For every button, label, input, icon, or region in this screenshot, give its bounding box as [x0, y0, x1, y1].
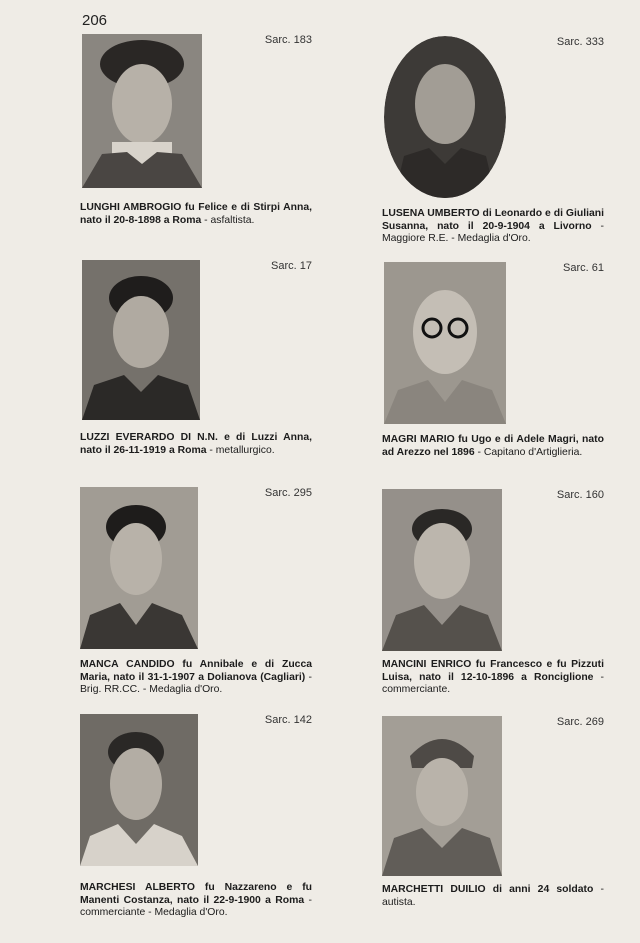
portrait-photo [82, 34, 202, 188]
portrait-caption [80, 882, 312, 920]
portrait-caption [382, 208, 604, 246]
portrait-caption [382, 659, 604, 697]
portrait-caption [80, 202, 312, 227]
portrait-entry [382, 489, 604, 709]
caption-name: MANCINI ENRICO fu Francesco e fu Pizzuti Luisa, nato il 12-10-1896 a Ronciglione [382, 659, 604, 683]
sarcophagus-number: Sarc. 17 [271, 260, 312, 272]
sarcophagus-number: Sarc. 61 [563, 262, 604, 274]
caption-name: MAGRI MARIO fu Ugo e di Adele Magri, nato ad Arezzo nel 1896 [382, 434, 604, 458]
caption-occupation: - commerciante - Medaglia d'Oro. [80, 894, 312, 919]
caption-name: LUZZI EVERARDO DI N.N. e di Luzzi Anna, nato il 26-11-1919 a Roma [80, 432, 312, 456]
portrait-photo [82, 260, 200, 420]
portrait-entry [80, 714, 312, 924]
caption-occupation: - Capitano d'Artiglieria. [474, 446, 583, 458]
caption-name: LUNGHI AMBROGIO fu Felice e di Stirpi Anna, nato il 20-8-1898 a Roma [80, 202, 312, 226]
caption-occupation: - metallurgico. [206, 444, 275, 456]
portrait-photo [384, 36, 506, 198]
portrait-entry [382, 36, 604, 246]
portrait-photo [80, 714, 198, 866]
sarcophagus-number: Sarc. 183 [264, 34, 312, 46]
sarcophagus-number: Sarc. 333 [556, 36, 604, 48]
caption-occupation: - commerciante. [382, 671, 604, 696]
sarcophagus-number: Sarc. 269 [556, 716, 604, 728]
portrait-entry [80, 487, 312, 707]
caption-occupation: - autista. [382, 884, 604, 908]
portrait-photo [80, 487, 198, 649]
caption-occupation: - Brig. RR.CC. - Medaglia d'Oro. [80, 671, 312, 696]
portrait-caption [80, 432, 312, 457]
sarcophagus-number: Sarc. 295 [264, 487, 312, 499]
caption-name: MARCHETTI DUILIO di anni 24 soldato [382, 884, 594, 895]
sarcophagus-number: Sarc. 160 [556, 489, 604, 501]
portrait-photo [384, 262, 506, 424]
portrait-caption [80, 659, 312, 697]
caption-name: MANCA CANDIDO fu Annibale e di Zucca Maria, nato il 31-1-1907 a Dolianova (Cagliari) [80, 659, 312, 683]
portrait-entry [80, 260, 312, 470]
caption-occupation: - asfaltista. [201, 214, 255, 226]
caption-name: LUSENA UMBERTO di Leonardo e di Giuliani Susanna, nato il 20-9-1904 a Livorno [382, 208, 604, 232]
sarcophagus-number: Sarc. 142 [264, 714, 312, 726]
caption-name: MARCHESI ALBERTO fu Nazzareno e fu Manenti Costanza, nato il 22-9-1900 a Roma [80, 882, 312, 906]
caption-occupation: - Maggiore R.E. - Medaglia d'Oro. [382, 220, 604, 245]
portrait-entry [80, 34, 312, 244]
portrait-entry [382, 716, 604, 926]
portrait-caption [382, 884, 604, 909]
portrait-entry [382, 262, 604, 472]
portrait-photo [382, 716, 502, 876]
portrait-photo [382, 489, 502, 651]
page-number: 206 [82, 12, 108, 29]
portrait-caption [382, 434, 604, 459]
